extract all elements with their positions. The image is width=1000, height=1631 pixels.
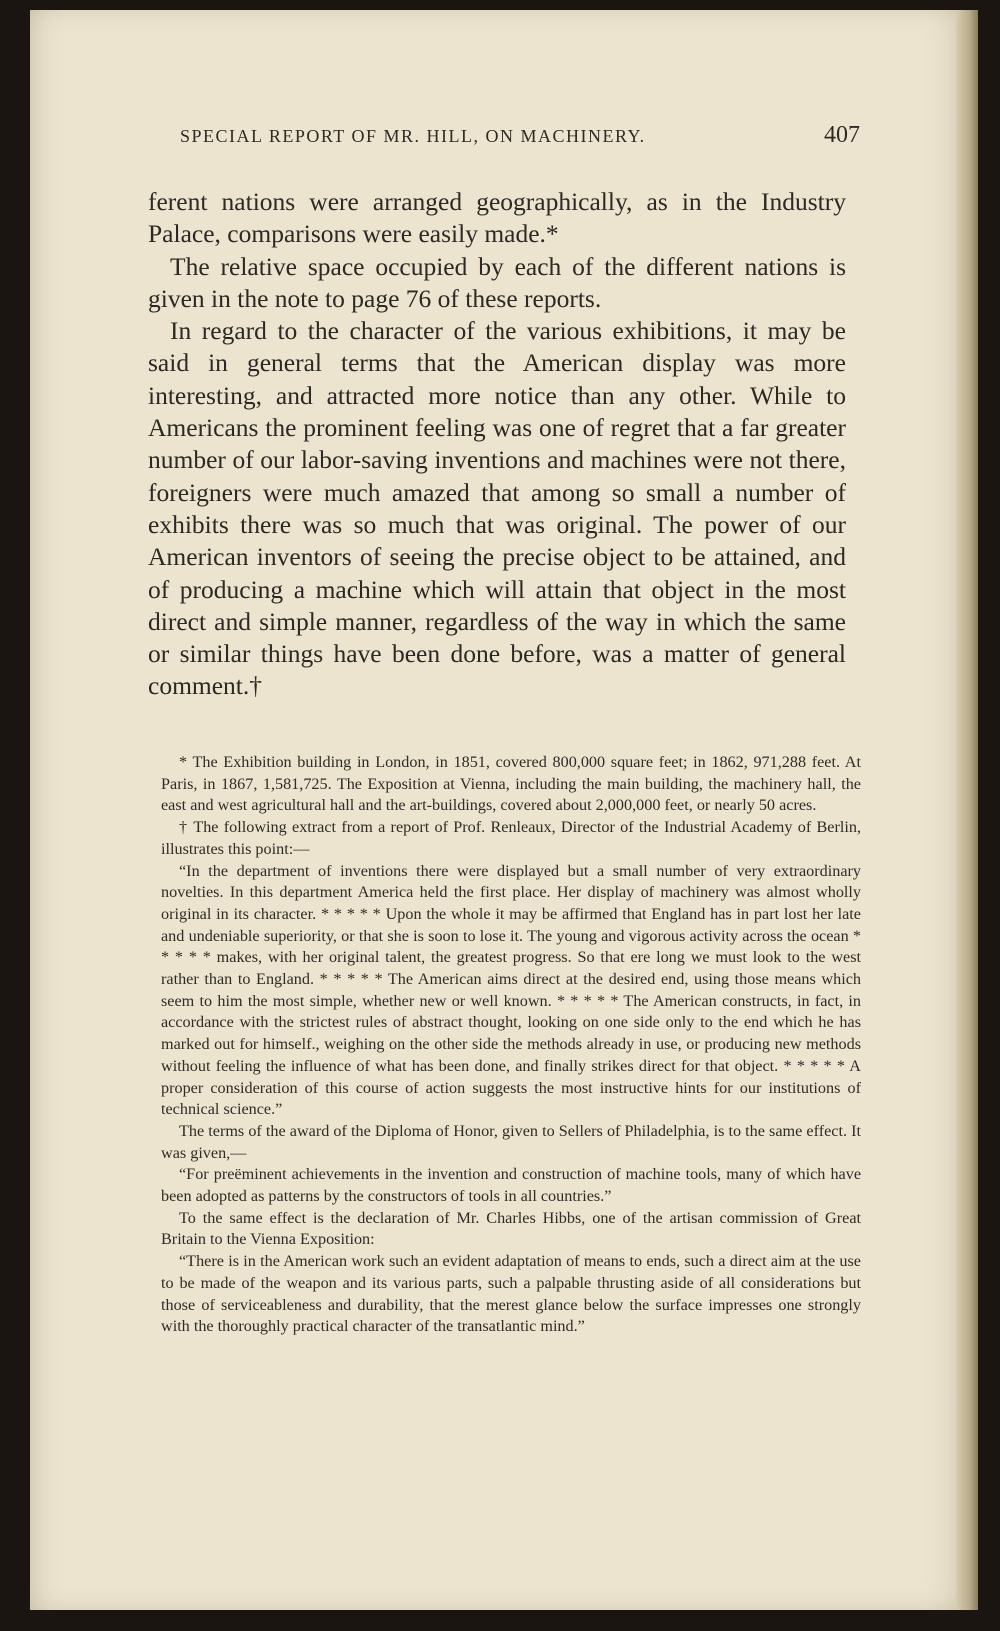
running-title: SPECIAL REPORT OF MR. HILL, ON MACHINERY. bbox=[180, 126, 646, 146]
running-header bbox=[180, 122, 860, 149]
book-page bbox=[30, 10, 978, 1610]
footnote-dagger: † The following extract from a report of Prof. Renleaux, Director of the Industrial Academy of Berlin, illustrates this point:— bbox=[161, 818, 861, 858]
note-hibbs-declaration: To the same effect is the declaration of Mr. Charles Hibbs, one of the artisan commission of Great Britain to the Vienna Exposition: bbox=[161, 1208, 861, 1249]
page-number: 407 bbox=[824, 122, 860, 148]
note-diploma-of-honor: The terms of the award of the Diploma of Honor, given to Sellers of Philadelphia, is to the same effect. It was given,— bbox=[161, 1121, 861, 1162]
quote-hibbs: “There is in the American work such an evident adaptation of means to ends, such a direct aim at the use to be made of the weapon and its various parts, such a palpable thrusting aside of all considerations but those of serviceableness and durability, that the merest glance below the surface impresses one strongly with the thoroughly practical character of the transatlantic mind.” bbox=[161, 1252, 861, 1336]
paragraph-relative-space: The relative space occupied by each of the different nations is given in the note to page 76 of these reports. bbox=[148, 251, 846, 313]
footnote-asterisk: * The Exhibition building in London, in 1851, covered 800,000 square feet; in 1862, 971,288 feet. At Paris, in 1867, 1,581,725. The Exposition at Vienna, including the main building, the machinery hall, the east and west agricultural hall and the art-buildings, covered about 2,000,000 feet, or nearly 50 acres. bbox=[161, 753, 861, 815]
book-spine-edge bbox=[956, 10, 978, 1610]
main-text bbox=[148, 186, 846, 703]
paragraph-character-of-exhibitions: In regard to the character of the various exhibitions, it may be said in general terms that the American display was more interesting, and attracted more notice than any other. While to Americans the prominent feeling was one of regret that a far greater number of our labor-saving inventions and machines were not there, foreigners were much amazed that among so small a number of exhibits there was so much that was original. The power of our American inventors of seeing the precise object to be attained, and of producing a machine which will attain that object in the most direct and simple manner, regardless of the way in which the same or similar things have been done before, was a matter of general comment.† bbox=[148, 316, 846, 701]
quote-renleaux: “In the department of inventions there were displayed but a small number of very extraordinary novelties. In this department America held the first place. Her display of machinery was almost wholly original in its character. * * * * * Upon the whole it may be affirmed that England has in part lost her late and undeniable superiority, or that she is soon to lose it. The young and vigorous activity across the ocean * * * * * makes, with her original talent, the greatest progress. So that ere long we must look to the west rather than to England. * * * * * The American aims direct at the desired end, using those means which seem to him the most simple, whether new or well known. * * * * * The American constructs, in fact, in accordance with the strictest rules of abstract thought, looking on one side only to the end which he has marked out for himself., weighing on the other side the methods already in use, or producing new methods without feeling the influence of what has been done, and finally strikes direct for that object. * * * * * A proper consideration of this course of action suggests the most instructive hints for our institutions of technical science.” bbox=[161, 861, 861, 1119]
quote-diploma: “For preëminent achievements in the invention and construction of machine tools, many of which have been adopted as patterns by the constructors of tools in all countries.” bbox=[161, 1165, 861, 1206]
footnotes bbox=[161, 752, 861, 1338]
paragraph-continued: ferent nations were arranged geographically, as in the Industry Palace, comparisons were easily made.* bbox=[148, 187, 846, 249]
